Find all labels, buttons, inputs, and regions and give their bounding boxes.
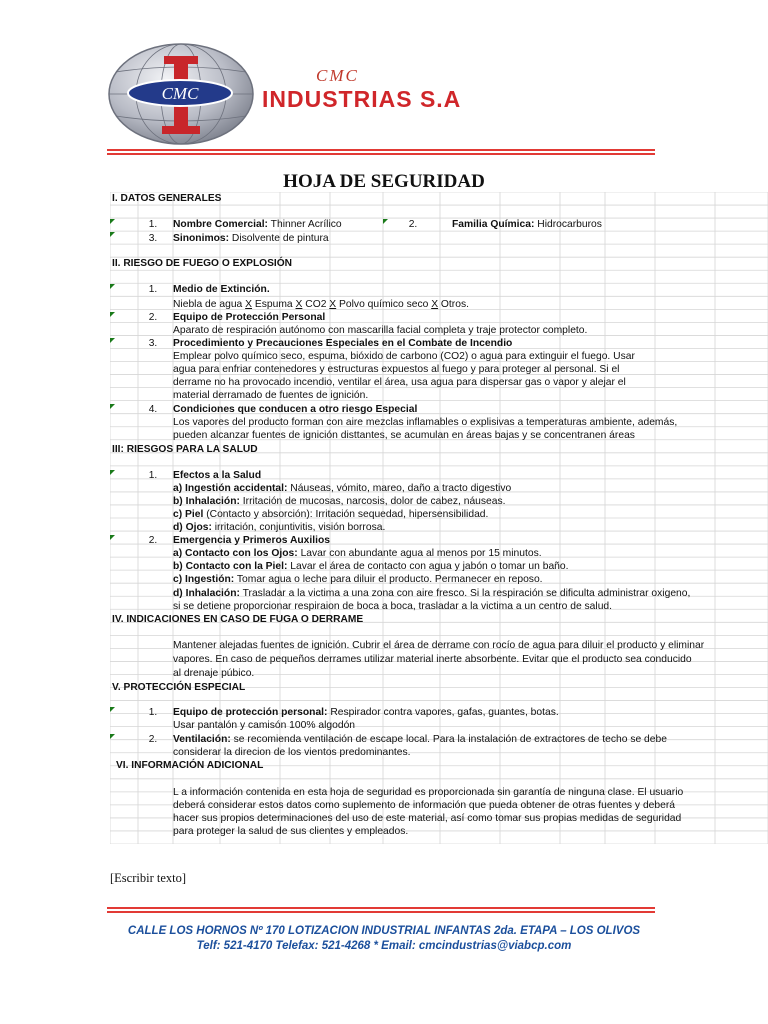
item-number: 2. — [148, 312, 158, 323]
footer-address: CALLE LOS HORNOS Nº 170 LOTIZACION INDUSTRIAL INFANTAS 2da. ETAPA – LOS OLIVOS — [127, 925, 641, 937]
label: c) Ingestión: — [173, 574, 235, 585]
label: d) Ojos: — [173, 522, 212, 533]
footer-rule — [107, 907, 655, 909]
info-text-1: L a información contenida en esta hoja de seguridad es proporcionada sin garantía de ninguna clase. El usuario — [173, 787, 684, 798]
efecto-ojos — [173, 521, 385, 534]
text: CO2 — [302, 299, 330, 310]
auxilio-ojos — [173, 547, 542, 560]
ventilacion — [173, 733, 667, 746]
cell-marker-icon — [110, 312, 115, 317]
condiciones-text-1: Los vapores del producto forman con aire mezclas inflamables o explisivas a temperaturas ambiente, además, — [173, 417, 678, 428]
auxilio-inhalacion-2: si se detiene proporcionar respiraion de boca a boca, trasladar a la victima a un centro de salud. — [173, 601, 613, 612]
cell-marker-icon — [110, 338, 115, 343]
condiciones-text-2: pueden alcanzar fuentes de ignición disttantes, se acumulan en áreas bajas y se concentranen áreas — [173, 430, 635, 441]
equipo-proteccion-heading: Equipo de Protección Personal — [173, 312, 326, 323]
item-number: 3. — [148, 338, 158, 349]
footer-contact: Telf: 521-4170 Telefax: 521-4268 * Email: cmcindustrias@viabcp.com — [196, 940, 572, 952]
header-rule-2 — [107, 153, 655, 155]
value: irritación, conjuntivitis, visión borrosa. — [211, 522, 386, 533]
cell-marker-icon — [110, 470, 115, 475]
cell-marker-icon — [110, 734, 115, 739]
fuga-text-2: vapores. En caso de pequeños derrames utilizar material inerte absorbente. Evitar que el producto sea conducido — [173, 654, 692, 665]
procedimiento-text-1: Emplear polvo químico seco, espuma, bióxido de carbono (CO2) o agua para extinguir el fuego. Usar — [173, 351, 635, 362]
brand-name: INDUSTRIAS S.A — [262, 86, 462, 112]
value: Lavar el área de contacto con agua y jabón o tomar un baño. — [287, 561, 569, 572]
placeholder-text[interactable]: [Escribir texto] — [110, 871, 187, 885]
brand-monogram: CMC — [316, 66, 359, 85]
section-proteccion-especial: V. PROTECCIÓN ESPECIAL — [112, 682, 246, 693]
text: Espuma — [252, 299, 296, 310]
logo-text: CMC — [161, 84, 199, 103]
label: d) Inhalación: — [173, 588, 240, 599]
text: Otros. — [438, 299, 469, 310]
condiciones-heading: Condiciones que conducen a otro riesgo Especial — [173, 404, 418, 415]
emergencia-heading: Emergencia y Primeros Auxilios — [173, 535, 330, 546]
item-number: 4. — [148, 404, 158, 415]
mark: X — [295, 299, 303, 310]
value: Náuseas, vómito, mareo, daño a tracto digestivo — [287, 483, 512, 494]
cell-marker-icon — [110, 707, 115, 712]
value: Thinner Acrílico — [268, 219, 342, 230]
procedimiento-text-4: material derramado de fuentes de ignición. — [173, 390, 369, 401]
mark: X — [431, 299, 439, 310]
label: a) Ingestión accidental: — [173, 483, 288, 494]
header-rule — [107, 149, 655, 151]
label: Equipo de protección personal: — [173, 707, 328, 718]
value: se recomienda ventilación de escape local. Para la instalación de extractores de techo se debe — [230, 734, 667, 745]
item-number: 1. — [148, 470, 158, 481]
item-number: 1. — [148, 284, 158, 295]
info-text-3: hacer sus propios determinaciones del uso de este material, así como tomar sus propias medidas de seguridad — [173, 813, 682, 824]
value: Disolvente de pintura — [229, 233, 329, 244]
value: Trasladar a la victima a una zona con aire fresco. Si la respiración se dificulta administrar oxigeno, — [239, 588, 691, 599]
value: (Contacto y absorción): Irritación sequedad, hipersensibilidad. — [203, 509, 489, 520]
value: Hidrocarburos — [534, 219, 602, 230]
section-informacion-adicional: VI. INFORMACIÓN ADICIONAL — [116, 760, 264, 771]
efectos-heading: Efectos a la Salud — [173, 470, 262, 481]
item-number: 2. — [408, 219, 418, 230]
equipo-proteccion-personal — [173, 706, 559, 719]
section-datos-generales: I. DATOS GENERALES — [112, 193, 222, 204]
label: Nombre Comercial: — [173, 219, 268, 230]
sinonimos — [173, 232, 329, 245]
cell-marker-icon — [110, 404, 115, 409]
ventilacion-2: considerar la direcion de los vientos predominantes. — [173, 747, 411, 758]
mark: X — [245, 299, 253, 310]
company-logo — [106, 42, 256, 146]
label: c) Piel — [173, 509, 204, 520]
nombre-comercial — [173, 218, 342, 231]
info-text-2: deberá considerar estos datos como suplemento de información que pueda obtener de otras fuentes y deberá — [173, 800, 676, 811]
item-number: 2. — [148, 734, 158, 745]
text: Polvo químico seco — [336, 299, 432, 310]
section-fuga-derrame: IV. INDICACIONES EN CASO DE FUGA O DERRAME — [112, 614, 364, 625]
item-number: 1. — [148, 219, 158, 230]
familia-quimica — [452, 218, 602, 231]
label: a) Contacto con los Ojos: — [173, 548, 298, 559]
label: Ventilación: — [173, 734, 231, 745]
procedimiento-text-3: derrame no ha provocado incendio, ventilar el área, usa agua para dispersar gas o vapor y alejar el — [173, 377, 626, 388]
text: Niebla de agua — [173, 299, 246, 310]
label: Familia Química: — [452, 219, 535, 230]
label: b) Inhalación: — [173, 496, 240, 507]
value: Lavar con abundante agua al menos por 15 minutos. — [297, 548, 542, 559]
mark: X — [329, 299, 337, 310]
auxilio-ingestion — [173, 573, 543, 586]
page-title: HOJA DE SEGURIDAD — [283, 171, 485, 192]
item-number: 2. — [148, 535, 158, 546]
label: Sinonimos: — [173, 233, 230, 244]
procedimiento-heading: Procedimiento y Precauciones Especiales en el Combate de Incendio — [173, 338, 513, 349]
cell-marker-icon — [110, 284, 115, 289]
item-number: 3. — [148, 233, 158, 244]
equipo-proteccion-personal-2: Usar pantalón y camisón 100% algodón — [173, 720, 356, 731]
efecto-inhalacion — [173, 495, 506, 508]
procedimiento-text-2: agua para enfriar contenedores y estructuras expuestos al fuego y para proteger al personal. Si el — [173, 364, 620, 375]
footer-rule-2 — [107, 911, 655, 913]
info-text-4: para proteger la salud de sus clientes y empleados. — [173, 826, 409, 837]
value: Tomar agua o leche para diluir el producto. Permanecer en reposo. — [234, 574, 543, 585]
equipo-proteccion-text: Aparato de respiración autónomo con mascarilla facial completa y traje protector completo. — [173, 325, 588, 336]
cell-marker-icon — [110, 232, 115, 237]
section-riesgo-fuego: II. RIESGO DE FUEGO O EXPLOSIÓN — [112, 258, 293, 269]
fuga-text-1: Mantener alejadas fuentes de ignición. Cubrir el área de derrame con rocío de agua para diluir el producto y eliminar — [173, 640, 705, 651]
item-number: 1. — [148, 707, 158, 718]
cell-marker-icon — [110, 535, 115, 540]
efecto-ingestion — [173, 482, 511, 495]
fuga-text-3: al drenaje púbico. — [173, 668, 255, 679]
section-riesgos-salud: III: RIESGOS PARA LA SALUD — [112, 444, 258, 455]
cell-marker-icon — [110, 219, 115, 224]
safety-sheet — [110, 192, 768, 844]
medio-extincion-heading: Medio de Extinción. — [173, 284, 270, 295]
auxilio-piel — [173, 560, 569, 573]
efecto-piel — [173, 508, 488, 521]
cell-marker-icon — [383, 219, 388, 224]
auxilio-inhalacion — [173, 587, 690, 600]
label: b) Contacto con la Piel: — [173, 561, 288, 572]
medio-extincion-text — [173, 298, 469, 311]
value: Respirador contra vapores, gafas, guantes, botas. — [327, 707, 559, 718]
value: Irritación de mucosas, narcosis, dolor de cabez, náuseas. — [239, 496, 506, 507]
